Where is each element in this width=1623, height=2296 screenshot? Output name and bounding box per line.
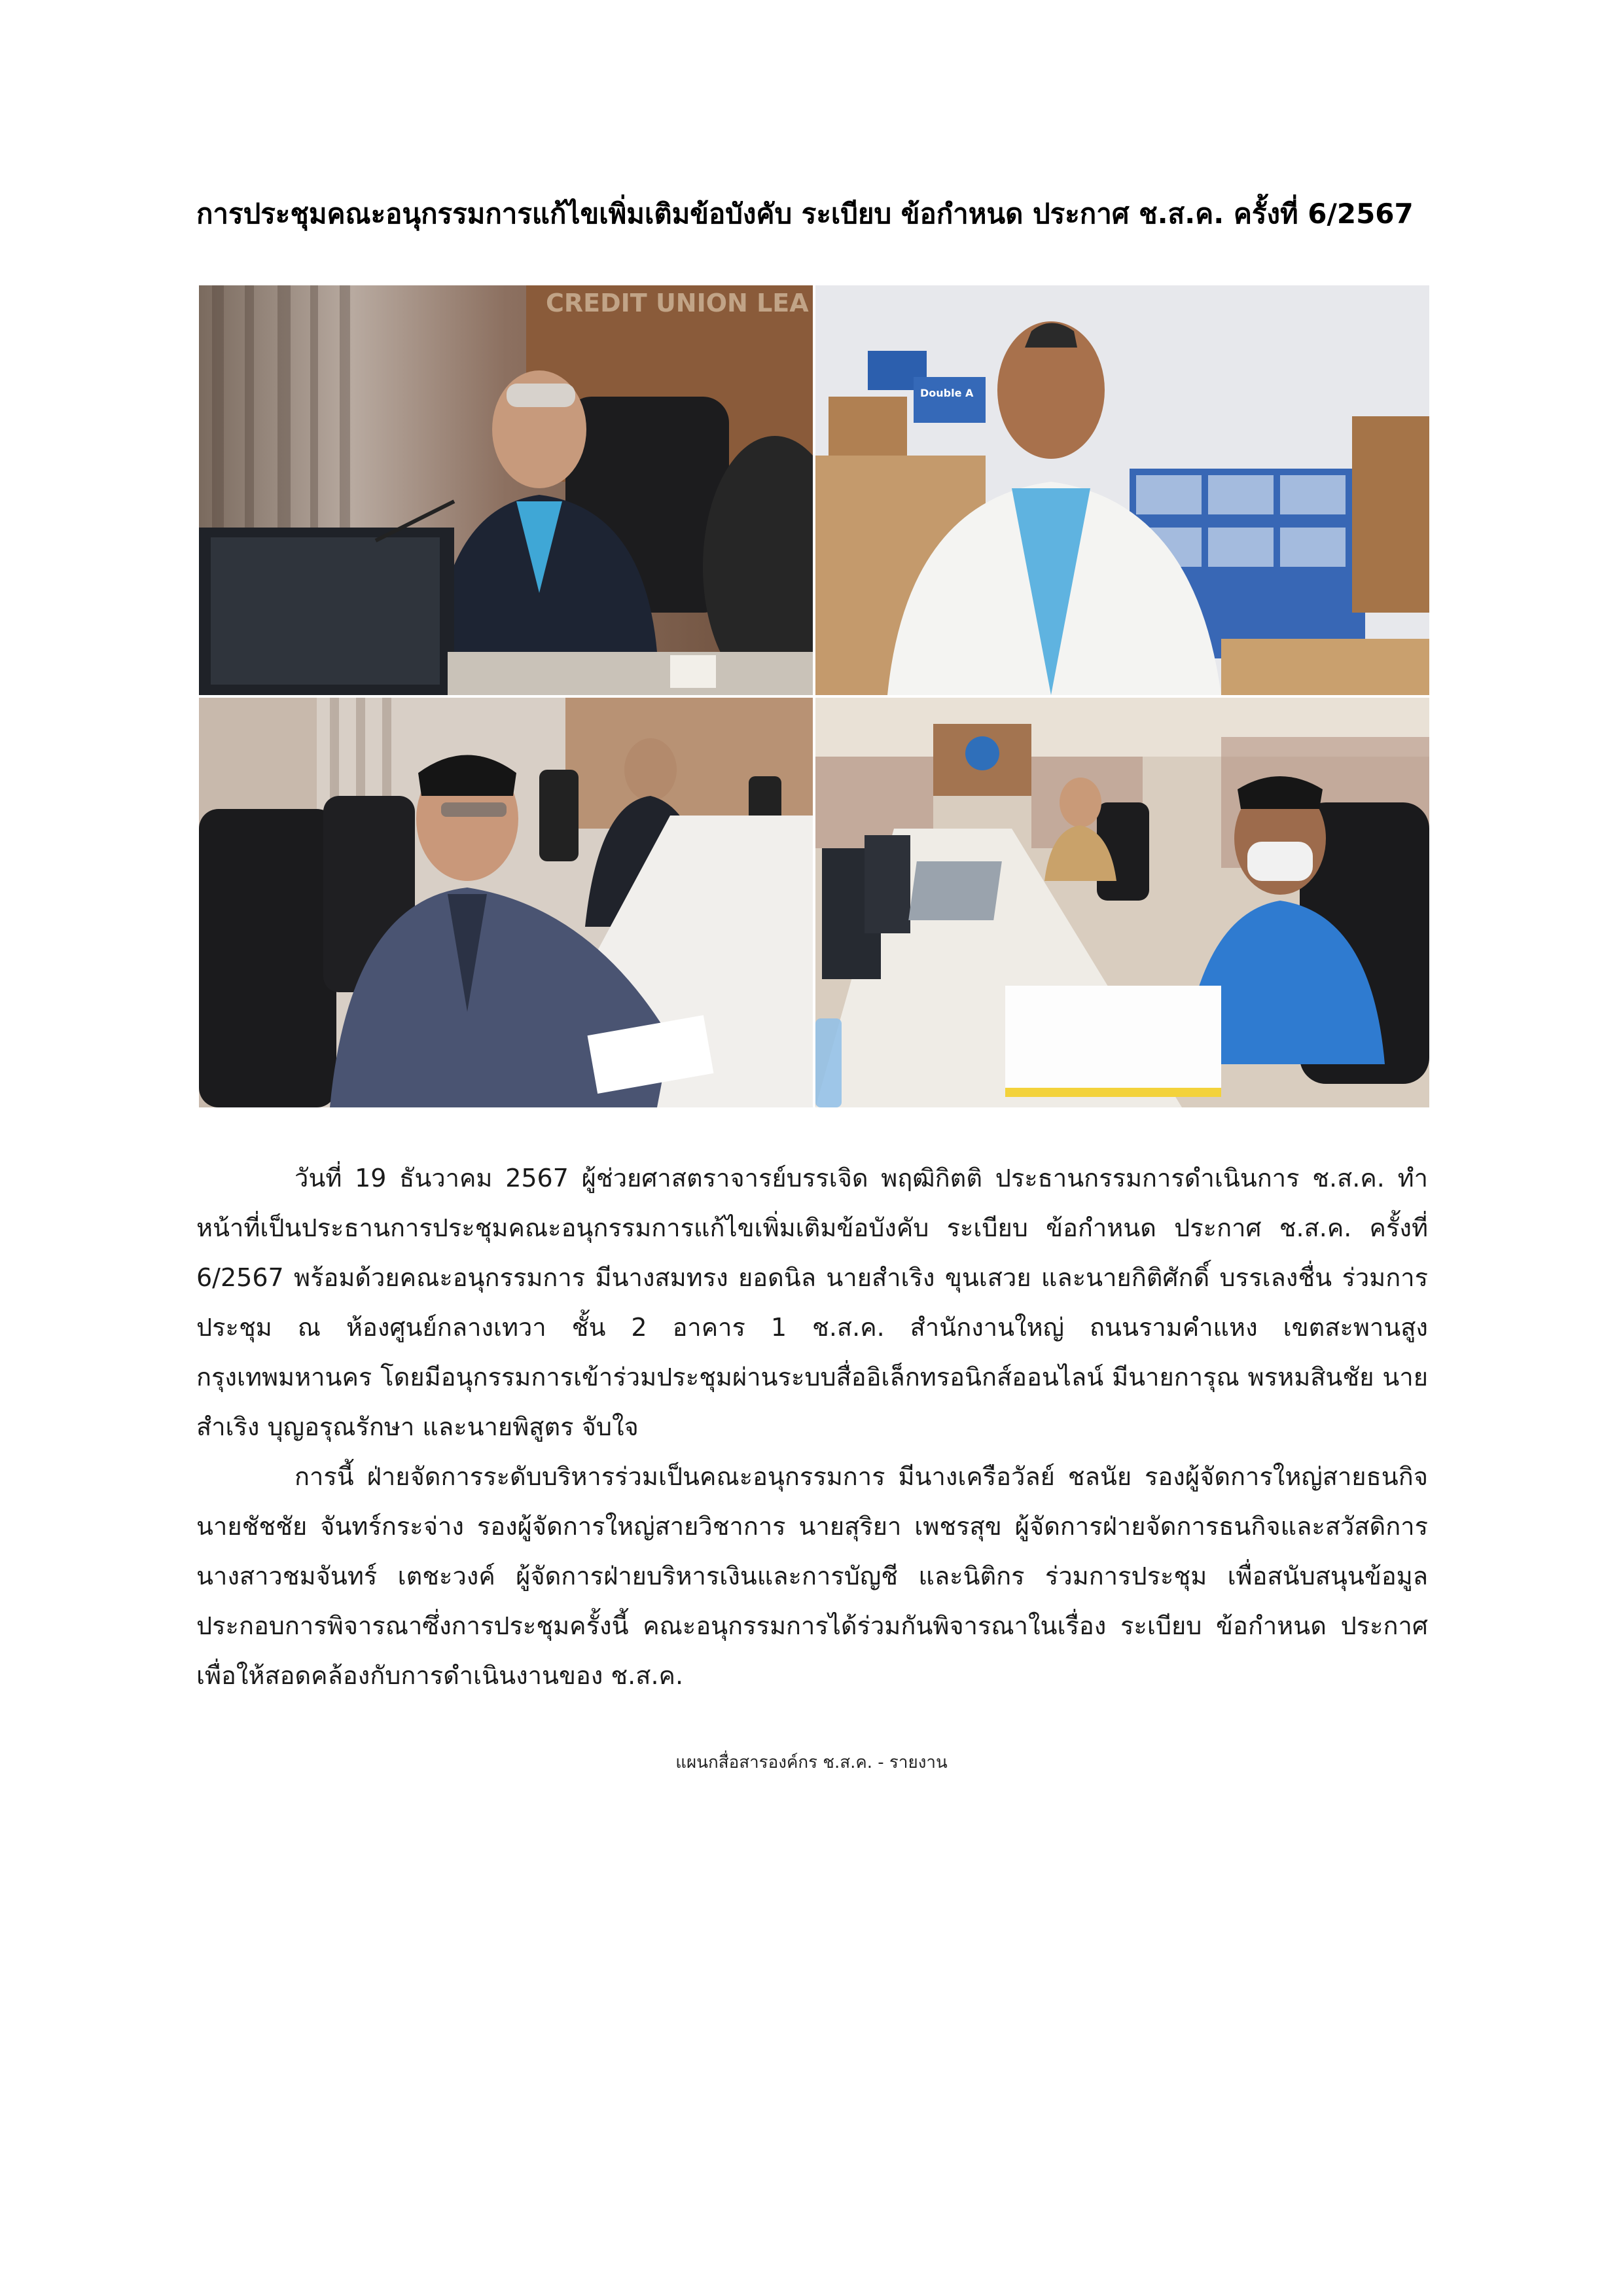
article-paragraph-1: วันที่ 19 ธันวาคม 2567 ผู้ช่วยศาสตราจารย์บรรเจิด พฤฒิกิตติ ประธานกรรมการดำเนินการ ช.ส.ค. ทำหน้าที่เป็นประธานการประชุมคณะอนุกรรมการแก้ไขเพิ่มเติมข้อบังคับ ระเบียบ ข้อกำหนด ประกาศ ช.ส.ค. ครั้งที่ 6/2567 พร้อมด้วยคณะอนุกรรมการ มีนางสมทรง ยอดนิล นายสำเริง ขุนเสวย และนายกิติศักดิ์ บรรเลงชื่น ร่วมการประชุม ณ ห้องศูนย์กลางเทวา ชั้น 2 อาคาร 1 ช.ส.ค. สำนักงานใหญ่ ถนนรามคำแหง เขตสะพานสูง กรุงเทพมหานคร โดยมีอนุกรรมการเข้าร่วมประชุมผ่านระบบสื่ออิเล็กทรอนิกส์ออนไลน์ มีนายการุณ พรหมสินชัย นายสำเริง บุญอรุณรักษา และนายพิสูตร จับใจ — [196, 1164, 1428, 1441]
meeting-photo-member-writing — [199, 698, 813, 1107]
meeting-photo-member-white-jacket — [815, 285, 1429, 695]
photo-collage — [199, 285, 1429, 1107]
meeting-photo-room-overview — [815, 698, 1429, 1107]
report-credit: แผนกสื่อสารองค์กร ช.ส.ค. - รายงาน — [675, 1753, 948, 1772]
article-body — [196, 1153, 1428, 1700]
box-label-text: Double A — [920, 387, 974, 399]
meeting-photo-chairman — [199, 285, 813, 695]
wall-sign-text: CREDIT UNION LEA — [546, 289, 809, 317]
article-paragraph-2: การนี้ ฝ่ายจัดการระดับบริหารร่วมเป็นคณะอนุกรรมการ มีนางเครือวัลย์ ชลนัย รองผู้จัดการใหญ่สายธนกิจ นายชัชชัย จันทร์กระจ่าง รองผู้จัดการใหญ่สายวิชาการ นายสุริยา เพชรสุข ผู้จัดการฝ่ายจัดการธนกิจและสวัสดิการ นางสาวชมจันทร์ เตชะวงค์ ผู้จัดการฝ่ายบริหารเงินและการบัญชี และนิติกร ร่วมการประชุม เพื่อสนับสนุนข้อมูลประกอบการพิจารณาซึ่งการประชุมครั้งนี้ คณะอนุกรรมการได้ร่วมกันพิจารณาในเรื่อง ระเบียบ ข้อกำหนด ประกาศ เพื่อให้สอดคล้องกับการดำเนินงานของ ช.ส.ค. — [196, 1462, 1428, 1690]
document-title: การประชุมคณะอนุกรรมการแก้ไขเพิ่มเติมข้อบังคับ ระเบียบ ข้อกำหนด ประกาศ ช.ส.ค. ครั้งที่ 6/2567 — [196, 198, 1414, 230]
